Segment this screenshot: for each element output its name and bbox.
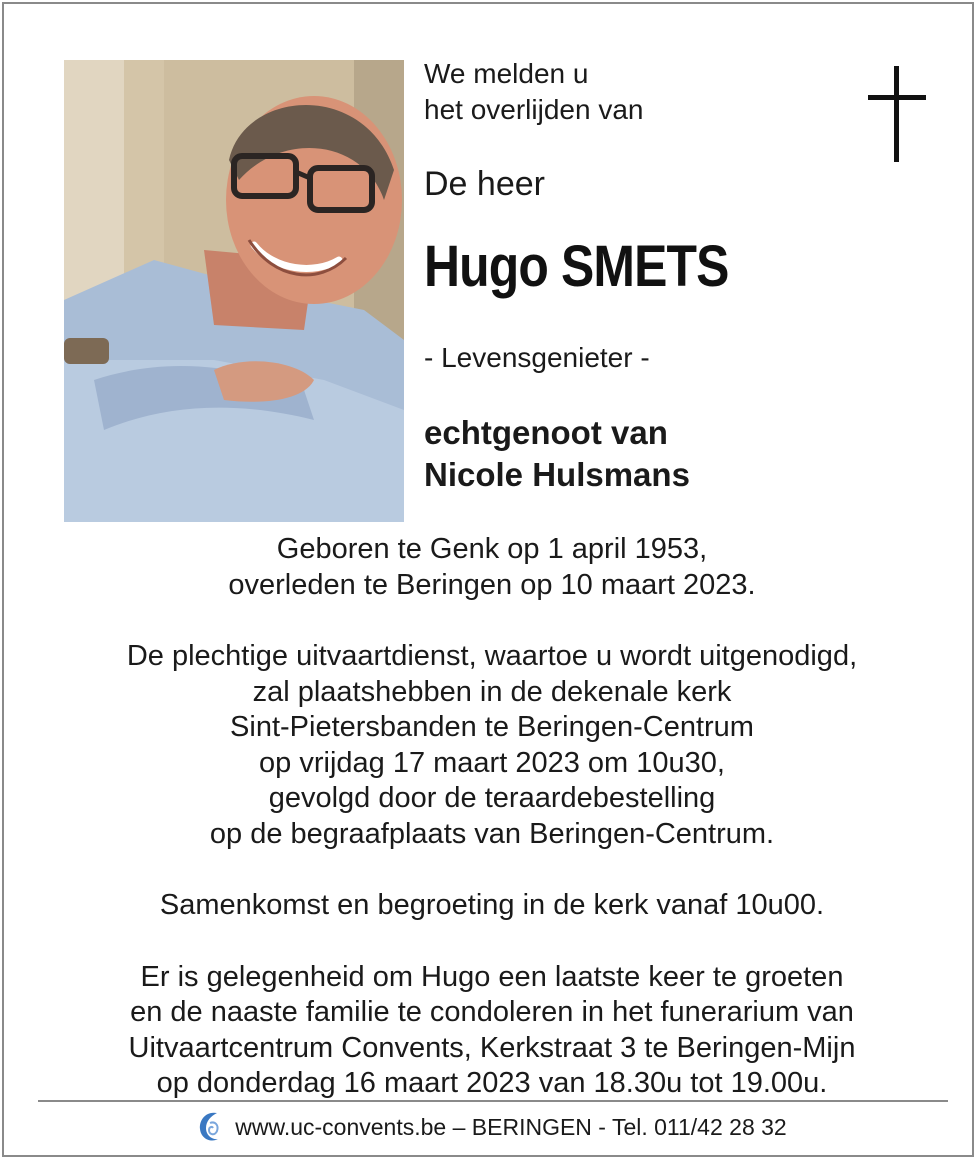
obituary-body bbox=[4, 532, 980, 1102]
service-line: op de begraafplaats van Beringen-Centrum. bbox=[209, 817, 775, 850]
viewing-line: Er is gelegenheid om Hugo een laatste keer te groeten bbox=[140, 960, 844, 993]
spouse-info bbox=[424, 412, 690, 496]
gathering-info: Samenkomst en begroeting in de kerk vanaf 10u00. bbox=[159, 889, 825, 921]
spouse-line: Nicole Hulsmans bbox=[424, 456, 690, 493]
spouse-line: echtgenoot van bbox=[424, 414, 668, 451]
footer-contact: www.uc-convents.be – BERINGEN - Tel. 011/42 28 32 bbox=[235, 1113, 787, 1140]
deceased-name: Hugo SMETS bbox=[424, 234, 729, 299]
footer-divider bbox=[38, 1100, 948, 1102]
funeral-home-logo-icon bbox=[197, 1109, 223, 1145]
footer bbox=[4, 1104, 980, 1150]
service-line: De plechtige uitvaartdienst, waartoe u wordt uitgenodigd, bbox=[126, 640, 858, 672]
viewing-line: en de naaste familie te condoleren in het funerarium van bbox=[130, 996, 854, 1028]
intro-line: het overlijden van bbox=[424, 94, 644, 125]
service-line: gevolgd door de teraardebestelling bbox=[268, 782, 716, 814]
obituary-card bbox=[2, 2, 974, 1157]
announcement-intro bbox=[424, 56, 643, 128]
service-line: Sint-Pietersbanden te Beringen-Centrum bbox=[230, 711, 754, 743]
cross-icon bbox=[868, 66, 926, 162]
portrait-photo bbox=[64, 60, 404, 522]
birth-info: Geboren te Genk op 1 april 1953, bbox=[276, 533, 708, 565]
intro-line: We melden u bbox=[424, 58, 589, 89]
salutation: De heer bbox=[424, 165, 545, 203]
service-line: op vrijdag 17 maart 2023 om 10u30, bbox=[259, 746, 725, 779]
viewing-line: op donderdag 16 maart 2023 van 18.30u tot 19.00u. bbox=[156, 1067, 828, 1099]
service-line: zal plaatshebben in de dekenale kerk bbox=[252, 675, 732, 708]
death-info: overleden te Beringen op 10 maart 2023. bbox=[228, 568, 756, 601]
motto: - Levensgenieter - bbox=[424, 342, 650, 373]
viewing-line: Uitvaartcentrum Convents, Kerkstraat 3 te Beringen-Mijn bbox=[128, 1031, 856, 1064]
